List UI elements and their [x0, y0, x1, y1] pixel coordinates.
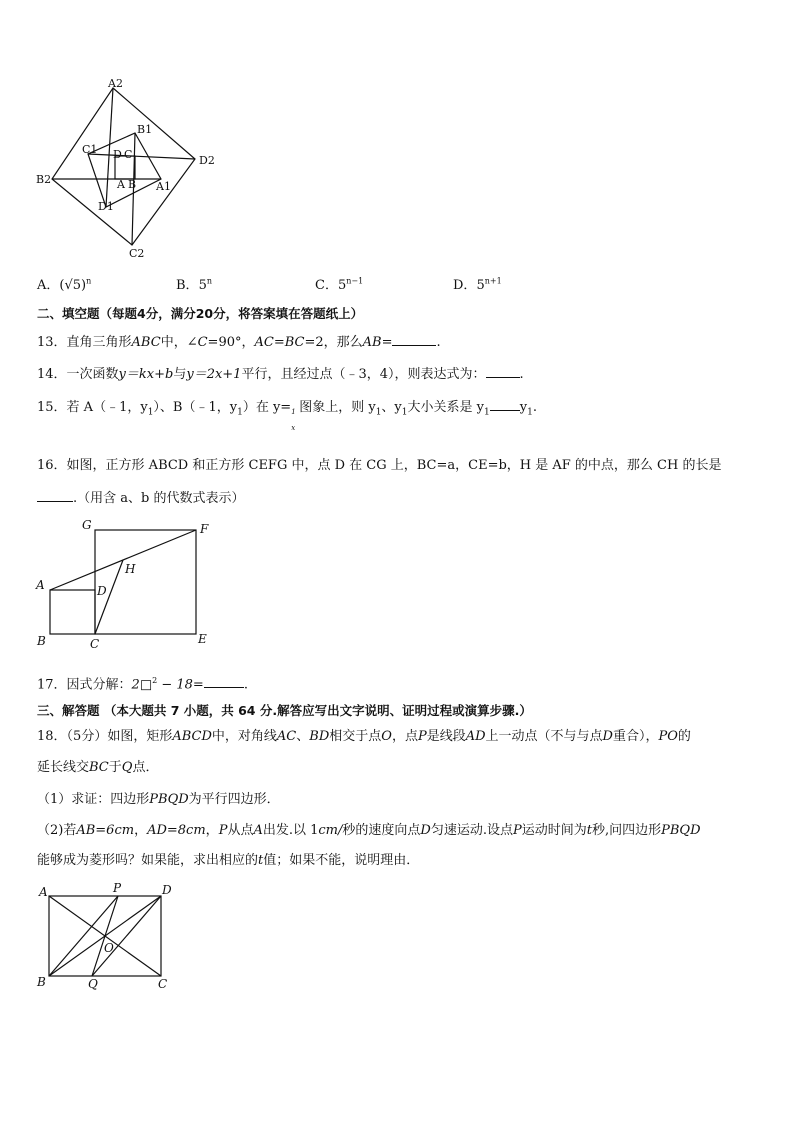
question-18-part1: （1）求证：四边形PBQD为平行四边形． [37, 792, 280, 807]
label-A: A [39, 885, 48, 899]
label-A2: A2 [108, 77, 123, 90]
label-B1: B1 [137, 123, 153, 136]
square-cefg [95, 530, 196, 634]
answer-blank-17 [204, 674, 244, 688]
label-B: B [37, 975, 46, 989]
question-18-line1: 18．（5分）如图，矩形ABCD中，对角线AC、BD相交于点O，点P是线段AD上一动点（不与与点D重合），PO的 [37, 729, 691, 744]
outer-square [52, 88, 195, 245]
label-C: C [90, 637, 100, 650]
label-A: A [117, 178, 125, 191]
label-G: G [82, 518, 92, 532]
fig12-diagram [30, 75, 230, 265]
label-C2: C2 [129, 247, 145, 260]
answer-blank-13 [392, 332, 436, 346]
segment-pb [49, 896, 118, 976]
label-H: H [125, 562, 136, 576]
label-D: D [113, 148, 122, 161]
question-17: 17．因式分解：2□$^2$ − 18= . [37, 676, 248, 693]
segment-pq [92, 896, 118, 976]
label-A: A [36, 578, 45, 592]
option-d: D．$5^{n+1}$ [453, 276, 502, 293]
label-B: B [37, 634, 46, 648]
option-a: A．$(√5)^n$ [37, 276, 92, 293]
label-D1: D1 [98, 200, 114, 213]
fig16-diagram [30, 515, 220, 650]
label-C: C [124, 148, 133, 161]
label-C: C [158, 977, 168, 991]
label-F: F [200, 522, 209, 536]
segment-qd [92, 896, 161, 976]
label-A1: A1 [156, 180, 171, 193]
label-B: B [128, 178, 137, 191]
label-P: P [113, 881, 122, 895]
label-O: O [104, 941, 114, 955]
question-18-line2: 延长线交BC于Q点． [37, 760, 159, 775]
square-abcd [50, 590, 95, 634]
question-16-line2: .（用含 a、b 的代数式表示） [37, 488, 244, 508]
label-D2: D2 [199, 154, 215, 167]
question-18-part2: （2)若AB=6cm，AD=8cm，P从点A出发.以 1cm/秒的速度向点D匀速运动.设点P运动时间为t秒,问四边形PBQD [37, 823, 701, 838]
question-15: 15．若 A（﹣1，$y_1$）、B（﹣1，$y_1$）在 y= 1 x 图象上，则 $y_1$、$y_1$大小关系是 $y_1$ $y_1$. [37, 397, 537, 422]
middle-square [88, 133, 161, 207]
fraction-1-over-x: 1 x [291, 407, 296, 432]
question-13: 13．直角三角形ABC中，∠C=90°，AC=BC=2，那么AB= . [37, 332, 441, 352]
section3-heading: 三、解答题 （本大题共 7 小题，共 64 分.解答应写出文字说明、证明过程或演算步骤.） [37, 703, 532, 718]
answer-blank-16 [37, 488, 73, 502]
question-14: 14．一次函数y＝kx+b与y＝2x+1平行，且经过点（﹣3，4），则表达式为： . [37, 364, 524, 384]
option-b: B．5$^n$ [176, 276, 212, 293]
option-c: C．$5^{n-1}$ [315, 276, 364, 293]
label-D: D [97, 584, 107, 598]
label-E: E [198, 632, 207, 646]
answer-blank-14 [486, 364, 520, 378]
label-B2: B2 [36, 173, 52, 186]
label-C1: C1 [82, 143, 98, 156]
label-D: D [162, 883, 172, 897]
question-16-line1: 16．如图，正方形 ABCD 和正方形 CEFG 中，点 D 在 CG 上，BC=a，CE=b，H 是 AF 的中点，那么 CH 的长是 [37, 458, 722, 473]
answer-blank-15 [490, 397, 520, 411]
label-Q: Q [88, 977, 98, 991]
fig18-diagram [30, 880, 190, 995]
section2-heading: 二、填空题（每题4分，满分20分，将答案填在答题纸上） [37, 306, 364, 321]
question-18-part2-cont: 能够成为菱形吗？如果能，求出相应的t值；如果不能，说明理由． [37, 853, 420, 868]
